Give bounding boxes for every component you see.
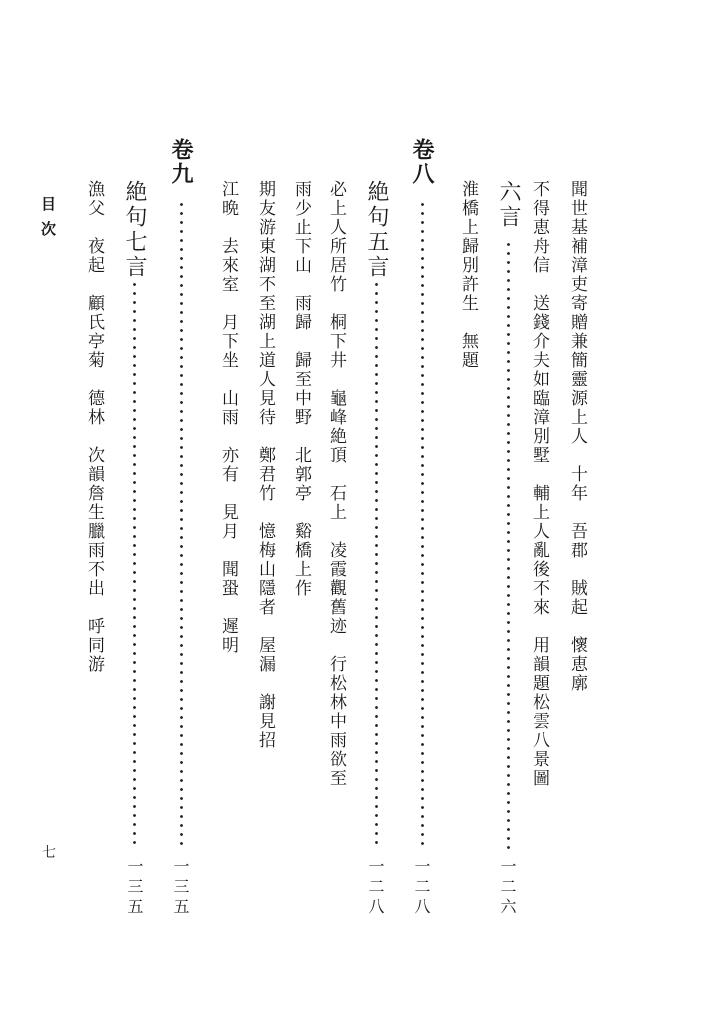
section-heading-liuyan[interactable]: 六言 <box>496 180 521 230</box>
volume-heading-9[interactable]: 卷九 <box>168 138 194 186</box>
leader-dots <box>133 280 136 850</box>
section-heading-jueju-qiyan[interactable]: 絶句七言 <box>122 180 147 280</box>
page-number: 一二六 <box>498 858 517 918</box>
toc-entry-col-8: 雨少止下山 雨歸 歸至中野 北郭亭 谿橋上作 <box>291 180 311 598</box>
section-heading-jueju-wuyan[interactable]: 絶句五言 <box>364 180 389 280</box>
toc-entry-col-13: 漁父 夜起 顧氏亭菊 德林 次韻詹生臘雨不出 呼同游 <box>84 180 104 674</box>
leader-dots <box>375 280 378 850</box>
leader-dots <box>180 200 183 850</box>
page-number: 一二八 <box>412 858 431 918</box>
running-head: 目次 <box>39 196 57 246</box>
toc-entry-col-1: 聞世基補漳吏寄贈兼簡靈源上人 十年 吾郡 賊起 懷恵廓 <box>567 180 587 693</box>
toc-entry-col-4: 淮橋上歸別許生 無題 <box>458 180 478 370</box>
page-number: 一三五 <box>171 858 190 918</box>
page-number: 一二八 <box>366 858 385 918</box>
leader-dots <box>507 240 510 850</box>
folio-number: 七 <box>42 845 56 861</box>
leader-dots <box>421 200 424 850</box>
page-number: 一三五 <box>125 858 144 918</box>
toc-entry-col-2: 不得恵舟信 送錢介夫如臨漳別墅 輔上人亂後不來 用韻題松雲八景圖 <box>529 180 549 788</box>
toc-entry-col-10: 江晩 去來室 月下坐 山雨 亦有 見月 聞蛩 遲明 <box>218 180 238 655</box>
toc-entry-col-9: 期友游東湖不至湖上道人見待 鄭君竹 憶梅山隱者 屋漏 謝見招 <box>255 180 275 750</box>
toc-entry-col-7: 必上人所居竹 桐下井 龜峰絶頂 石上 凌霞觀舊迹 行松林中雨欲至 <box>326 180 346 788</box>
volume-heading-8[interactable]: 卷八 <box>409 138 435 186</box>
